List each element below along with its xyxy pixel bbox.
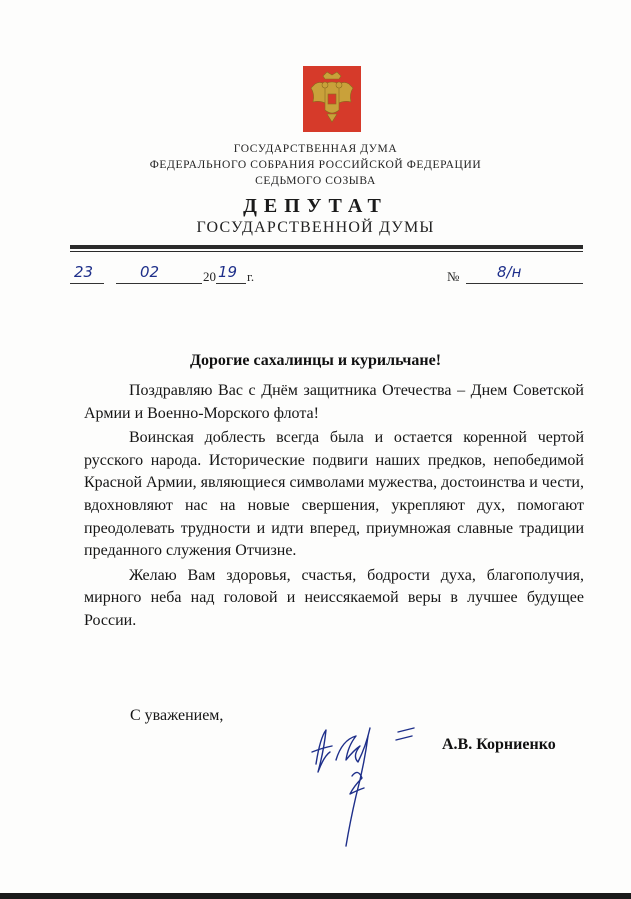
number-sign: №: [447, 269, 460, 284]
header-divider-thick: [70, 245, 583, 249]
date-day: 23: [74, 263, 94, 281]
handwritten-signature: [302, 716, 422, 856]
org-line-2: ФЕДЕРАЛЬНОГО СОБРАНИЯ РОССИЙСКОЙ ФЕДЕРАЦИИ: [149, 159, 482, 171]
paragraph-2: Воинская доблесть всегда была и остается коренной чертой русского народа. Исторические подвиги наших предков, непобедимой Красной Армии, являющиеся символами мужества, достоинства и чести, вдохновляют нас на новые свершения, укрепляют дух, помогают преодолевать трудности и идти вперед, приумножая славные традиции преданного служения Отчизне.: [84, 429, 584, 560]
paragraph-1: Поздравляю Вас с Днём защитника Отечества – Днем Советской Армии и Военно-Морского флота!: [84, 382, 584, 422]
greeting: Дорогие сахалинцы и курильчане!: [189, 352, 442, 369]
date-month-underline: [116, 283, 202, 284]
coat-of-arms-icon: [303, 66, 361, 132]
header-divider-thin: [70, 251, 583, 252]
document-number: 8/н: [497, 263, 522, 281]
number-underline: [466, 283, 583, 284]
date-year-prefix: 20: [203, 269, 216, 284]
date-year-mark: г.: [247, 269, 255, 284]
date-number-row: [70, 263, 583, 287]
closing: С уважением,: [130, 707, 224, 724]
org-line-3: СЕДЬМОГО СОЗЫВА: [255, 175, 376, 187]
letterhead-title: ДЕПУТАТ: [243, 195, 388, 217]
letterhead-subtitle: ГОСУДАРСТВЕННОЙ ДУМЫ: [196, 219, 435, 236]
paragraph-3: Желаю Вам здоровья, счастья, бодрости духа, благополучия, мирного неба над головой и неиссякаемой веры в лучшее будущее России.: [84, 566, 584, 629]
date-year-suffix: 19: [218, 263, 238, 281]
date-month: 02: [140, 263, 160, 281]
date-year-underline: [216, 283, 246, 284]
scan-bottom-edge: [0, 893, 631, 899]
org-line-1: ГОСУДАРСТВЕННАЯ ДУМА: [233, 143, 398, 155]
date-day-underline: [70, 283, 104, 284]
letter-body: [84, 380, 584, 635]
signer-name: А.В. Корниенко: [442, 736, 556, 753]
